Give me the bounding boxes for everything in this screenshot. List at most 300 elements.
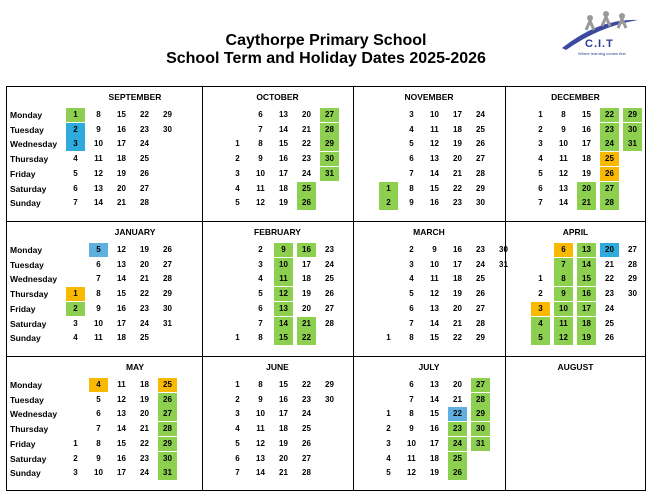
calendar-day: 20 (582, 183, 591, 193)
calendar-day: 8 (561, 274, 566, 284)
calendar-day: 21 (582, 198, 591, 208)
month-name: APRIL (562, 227, 589, 237)
calendar-day: 9 (96, 453, 101, 463)
school-name: Caythorpe Primary School (225, 32, 427, 49)
calendar-day: 22 (140, 110, 149, 119)
calendar-day: 18 (453, 124, 462, 134)
calendar-day: 5 (409, 289, 414, 299)
calendar-day: 20 (279, 453, 288, 463)
calendar-day: 11 (559, 154, 568, 164)
calendar-day: 13 (559, 183, 568, 193)
calendar-day: 7 (96, 424, 101, 434)
calendar-day: 21 (279, 468, 288, 478)
month-march (353, 221, 508, 356)
calendar-day: 10 (94, 139, 103, 149)
calendar-day: 5 (409, 139, 414, 149)
calendar-day: 19 (582, 333, 591, 343)
calendar-day: 31 (325, 168, 334, 178)
calendar-day: 12 (279, 289, 288, 299)
calendar-day: 28 (302, 468, 311, 478)
calendar-day: 28 (163, 274, 172, 284)
calendar-day: 30 (163, 303, 172, 313)
calendar-day: 13 (430, 154, 439, 164)
calendar-day: 26 (476, 139, 485, 149)
calendar-day: 11 (279, 274, 288, 284)
calendar-day: 14 (94, 198, 103, 208)
calendar-day: 29 (163, 110, 172, 119)
calendar-day: 31 (163, 318, 172, 328)
calendar-day: 11 (559, 318, 568, 328)
calendar-day: 28 (605, 198, 614, 208)
month-name: DECEMBER (551, 92, 600, 102)
calendar-day: 5 (538, 168, 543, 178)
calendar-day: 5 (258, 289, 263, 299)
calendar-day: 25 (163, 380, 172, 389)
calendar-day: 3 (538, 303, 543, 313)
calendar-day: 27 (476, 303, 485, 313)
calendar-day: 20 (140, 409, 149, 419)
calendar-day: 10 (430, 259, 439, 269)
calendar-day: 24 (476, 259, 485, 269)
calendar-day: 23 (140, 303, 149, 313)
month-may (6, 356, 202, 490)
calendar-day: 25 (302, 183, 311, 193)
day-label-sunday: Sunday (10, 198, 41, 209)
calendar-day: 3 (409, 110, 414, 119)
calendar-day: 20 (117, 183, 126, 193)
calendar-day: 19 (453, 289, 462, 299)
calendar-day: 10 (256, 168, 265, 178)
month-april (505, 221, 646, 356)
calendar-day: 30 (325, 394, 334, 404)
calendar-day: 16 (279, 154, 288, 164)
calendar-day: 3 (235, 409, 240, 419)
calendar-day: 22 (302, 380, 311, 389)
calendar-day: 13 (279, 110, 288, 119)
calendar-day: 14 (430, 394, 439, 404)
calendar-day: 22 (453, 333, 462, 343)
calendar-day: 20 (453, 380, 462, 389)
day-label-monday: Monday (10, 110, 43, 120)
calendar-day: 24 (476, 110, 485, 119)
calendar-day: 21 (453, 168, 462, 178)
calendar-day: 9 (258, 394, 263, 404)
calendar-day: 27 (605, 183, 614, 193)
calendar-day: 8 (258, 333, 263, 343)
calendar-day: 11 (256, 183, 265, 193)
calendar-day: 6 (96, 259, 101, 269)
month-december (505, 86, 646, 221)
calendar-day: 8 (96, 438, 101, 448)
calendar-day: 10 (559, 303, 568, 313)
calendar-day: 9 (561, 124, 566, 134)
calendar-day: 8 (561, 110, 566, 119)
calendar-day: 30 (628, 124, 637, 134)
calendar-day: 7 (235, 468, 240, 478)
calendar-day: 19 (453, 139, 462, 149)
calendar-day: 12 (430, 289, 439, 299)
calendar-day: 15 (430, 333, 439, 343)
calendar-day: 5 (96, 245, 101, 254)
calendar-day: 6 (409, 380, 414, 389)
calendar-day: 13 (582, 245, 591, 254)
calendar-day: 17 (117, 318, 126, 328)
calendar-day: 2 (73, 124, 78, 134)
calendar-day: 9 (281, 245, 286, 254)
calendar-day: 21 (302, 124, 311, 134)
month-july (353, 356, 505, 490)
calendar-day: 22 (605, 274, 614, 284)
calendar-day: 5 (235, 198, 240, 208)
calendar-day: 6 (235, 453, 240, 463)
calendar-day: 13 (117, 409, 126, 419)
calendar-day: 18 (140, 380, 149, 389)
calendar-day: 16 (279, 394, 288, 404)
calendar-day: 4 (96, 380, 101, 389)
calendar-day: 9 (409, 198, 414, 208)
calendar-day: 1 (538, 274, 543, 284)
calendar-day: 19 (279, 198, 288, 208)
calendar-day: 27 (325, 303, 334, 313)
calendar-day: 10 (430, 110, 439, 119)
calendar-day: 25 (325, 274, 334, 284)
month-name: NOVEMBER (404, 92, 454, 102)
calendar-day: 1 (73, 438, 78, 448)
logo-text: C.I.T (585, 38, 614, 50)
day-label-tuesday: Tuesday (10, 259, 44, 270)
calendar-day: 1 (73, 110, 78, 119)
calendar-day: 10 (94, 468, 103, 478)
calendar-day: 28 (325, 318, 334, 328)
month-february (202, 221, 353, 356)
calendar-day: 7 (409, 318, 414, 328)
calendar-day: 18 (453, 274, 462, 284)
calendar-day: 8 (409, 333, 414, 343)
calendar-day: 15 (582, 274, 591, 284)
calendar-day: 4 (258, 274, 263, 284)
calendar-day: 29 (476, 409, 485, 419)
calendar-day: 22 (605, 110, 614, 119)
calendar-day: 8 (409, 409, 414, 419)
calendar-day: 26 (302, 198, 311, 208)
calendar-day: 16 (582, 289, 591, 299)
calendar-day: 26 (163, 245, 172, 254)
calendar-day: 24 (302, 409, 311, 419)
calendar-day: 2 (386, 424, 391, 434)
calendar-day: 26 (325, 289, 334, 299)
calendar-day: 28 (628, 259, 637, 269)
day-label-saturday: Saturday (10, 183, 47, 194)
calendar-day: 28 (476, 394, 485, 404)
calendar-day: 8 (409, 183, 414, 193)
calendar-day: 5 (235, 438, 240, 448)
month-september (6, 86, 202, 221)
calendar-day: 15 (430, 409, 439, 419)
calendar-day: 23 (302, 394, 311, 404)
calendar-day: 12 (559, 333, 568, 343)
calendar-day: 11 (407, 453, 416, 463)
day-label-tuesday: Tuesday (10, 394, 44, 405)
calendar-day: 16 (430, 424, 439, 434)
month-name: FEBRUARY (254, 227, 301, 237)
day-label-monday: Monday (10, 245, 43, 255)
calendar-day: 30 (476, 198, 485, 208)
calendar-day: 11 (94, 154, 103, 164)
calendar-day: 26 (605, 333, 614, 343)
calendar-day: 19 (302, 289, 311, 299)
calendar-day: 22 (302, 333, 311, 343)
day-label-wednesday: Wednesday (10, 409, 58, 420)
calendar-day: 26 (140, 168, 149, 178)
day-label-sunday: Sunday (10, 468, 41, 479)
calendar-day: 29 (628, 110, 637, 119)
calendar-day: 10 (256, 409, 265, 419)
calendar-day: 12 (430, 139, 439, 149)
calendar-day: 9 (96, 303, 101, 313)
calendar-day: 30 (499, 245, 508, 254)
calendar-day: 17 (582, 303, 591, 313)
calendar-day: 26 (605, 168, 614, 178)
calendar-day: 21 (302, 318, 311, 328)
calendar-day: 22 (140, 289, 149, 299)
calendar-day: 12 (256, 438, 265, 448)
calendar-day: 14 (559, 198, 568, 208)
calendar-day: 21 (453, 394, 462, 404)
calendar-day: 21 (140, 424, 149, 434)
calendar-day: 18 (302, 274, 311, 284)
calendar-day: 15 (117, 438, 126, 448)
calendar-day: 22 (453, 409, 462, 419)
calendar-day: 27 (628, 245, 637, 254)
month-name: MAY (125, 362, 145, 372)
calendar-day: 4 (73, 333, 78, 343)
calendar-day: 25 (476, 124, 485, 134)
calendar-day: 9 (561, 289, 566, 299)
calendar-day: 2 (409, 245, 414, 254)
calendar-day: 15 (117, 289, 126, 299)
calendar-day: 12 (117, 245, 126, 254)
calendar-day: 15 (279, 333, 288, 343)
calendar-day: 17 (117, 468, 126, 478)
calendar-day: 18 (279, 424, 288, 434)
calendar-day: 3 (258, 259, 263, 269)
calendar-day: 1 (73, 289, 78, 299)
calendar-day: 20 (140, 259, 149, 269)
calendar-day: 6 (561, 245, 566, 254)
calendar-day: 27 (140, 183, 149, 193)
calendar-day: 6 (538, 183, 543, 193)
calendar-day: 17 (279, 168, 288, 178)
calendar-day: 1 (386, 333, 391, 343)
calendar-day: 16 (302, 245, 311, 254)
calendar-day: 28 (163, 424, 172, 434)
calendar-day: 14 (256, 468, 265, 478)
calendar-day: 23 (140, 124, 149, 134)
day-label-friday: Friday (10, 303, 36, 314)
calendar-day: 16 (117, 453, 126, 463)
calendar-day: 28 (325, 124, 334, 134)
calendar-day: 31 (163, 468, 172, 478)
calendar-day: 30 (325, 154, 334, 164)
calendar-day: 15 (279, 380, 288, 389)
calendar-day: 25 (476, 274, 485, 284)
calendar-day: 8 (258, 380, 263, 389)
calendar-day: 29 (325, 380, 334, 389)
calendar-day: 7 (538, 198, 543, 208)
calendar-day: 15 (430, 183, 439, 193)
calendar-day: 23 (140, 453, 149, 463)
calendar-day: 25 (453, 453, 462, 463)
calendar-day: 10 (94, 318, 103, 328)
calendar-day: 19 (582, 168, 591, 178)
calendar-day: 4 (409, 124, 414, 134)
calendar-day: 9 (432, 245, 437, 254)
calendar-day: 7 (561, 259, 566, 269)
calendar-day: 17 (453, 259, 462, 269)
day-label-sunday: Sunday (10, 333, 41, 344)
calendar-day: 4 (386, 453, 391, 463)
calendar-day: 4 (538, 154, 543, 164)
calendar-day: 26 (302, 438, 311, 448)
calendar-day: 30 (476, 424, 485, 434)
month-name: MARCH (413, 227, 445, 237)
calendar-day: 4 (235, 424, 240, 434)
calendar-day: 1 (235, 333, 240, 343)
day-label-monday: Monday (10, 380, 43, 390)
calendar-day: 22 (453, 183, 462, 193)
calendar-day: 27 (476, 380, 485, 389)
calendar-day: 18 (582, 154, 591, 164)
calendar-day: 10 (407, 438, 416, 448)
calendar-day: 6 (258, 303, 263, 313)
calendar-day: 27 (325, 110, 334, 119)
calendar-day: 14 (582, 259, 591, 269)
month-name: OCTOBER (256, 92, 299, 102)
calendar-day: 15 (279, 139, 288, 149)
calendar-day: 13 (430, 303, 439, 313)
calendar-day: 13 (430, 380, 439, 389)
day-label-saturday: Saturday (10, 318, 47, 329)
calendar-day: 6 (409, 154, 414, 164)
calendar-day: 22 (140, 438, 149, 448)
day-label-thursday: Thursday (10, 289, 49, 300)
calendar-day: 4 (538, 318, 543, 328)
calendar-day: 24 (605, 139, 614, 149)
day-label-thursday: Thursday (10, 424, 49, 435)
calendar-day: 16 (117, 303, 126, 313)
calendar-day: 26 (163, 394, 172, 404)
calendar-day: 21 (117, 198, 126, 208)
day-label-wednesday: Wednesday (10, 139, 58, 150)
calendar-day: 29 (325, 139, 334, 149)
calendar-day: 2 (235, 394, 240, 404)
month-october (202, 86, 353, 221)
calendar-day: 13 (94, 183, 103, 193)
calendar-day: 8 (258, 139, 263, 149)
calendar-day: 21 (605, 259, 614, 269)
calendar-day: 16 (582, 124, 591, 134)
calendar-day: 6 (409, 303, 414, 313)
calendar-day: 29 (628, 274, 637, 284)
calendar-day: 12 (117, 394, 126, 404)
calendar-day: 30 (163, 453, 172, 463)
month-august (505, 356, 646, 490)
calendar-day: 13 (117, 259, 126, 269)
calendar-day: 25 (140, 154, 149, 164)
calendar-day: 29 (163, 289, 172, 299)
calendar-day: 7 (258, 124, 263, 134)
calendar-day: 20 (302, 110, 311, 119)
calendar-day: 8 (96, 110, 101, 119)
day-label-friday: Friday (10, 438, 36, 449)
calendar-day: 23 (302, 154, 311, 164)
calendar-day: 3 (73, 139, 78, 149)
calendar-day: 3 (409, 259, 414, 269)
calendar-day: 17 (302, 259, 311, 269)
calendar-day: 20 (605, 245, 614, 254)
page-title: School Term and Holiday Dates 2025-2026 (166, 50, 486, 67)
month-january (6, 221, 202, 356)
day-label-saturday: Saturday (10, 453, 47, 464)
calendar-day: 29 (476, 183, 485, 193)
calendar-day: 5 (96, 394, 101, 404)
calendar-day: 17 (117, 139, 126, 149)
month-june (202, 356, 353, 490)
calendar-day: 4 (409, 274, 414, 284)
calendar-day: 19 (430, 468, 439, 478)
calendar-day: 30 (163, 124, 172, 134)
calendar-day: 14 (430, 318, 439, 328)
calendar-day: 11 (117, 380, 126, 389)
calendar-day: 28 (140, 198, 149, 208)
calendar-day: 23 (325, 245, 334, 254)
calendar-day: 27 (163, 409, 172, 419)
calendar-day: 16 (453, 245, 462, 254)
calendar-day: 5 (73, 168, 78, 178)
calendar-day: 12 (559, 168, 568, 178)
grid-line (6, 490, 646, 491)
calendar-day: 20 (453, 154, 462, 164)
calendar-day: 23 (453, 198, 462, 208)
calendar-day: 23 (453, 424, 462, 434)
calendar-day: 20 (453, 303, 462, 313)
day-label-wednesday: Wednesday (10, 274, 58, 285)
calendar-day: 13 (279, 303, 288, 313)
calendar-day: 6 (258, 110, 263, 119)
calendar-day: 19 (279, 438, 288, 448)
calendar-day: 14 (279, 124, 288, 134)
calendar-day: 10 (559, 139, 568, 149)
calendar-day: 20 (302, 303, 311, 313)
calendar-day: 12 (407, 468, 416, 478)
calendar-day: 3 (73, 468, 78, 478)
day-label-thursday: Thursday (10, 154, 49, 165)
calendar-day: 2 (538, 289, 543, 299)
calendar-day: 26 (453, 468, 462, 478)
calendar-day: 23 (605, 289, 614, 299)
calendar-day: 26 (476, 289, 485, 299)
calendar-day: 15 (117, 110, 126, 119)
calendar-day: 4 (235, 183, 240, 193)
calendar-day: 23 (476, 245, 485, 254)
calendar-day: 24 (325, 259, 334, 269)
calendar-day: 1 (235, 380, 240, 389)
day-label-friday: Friday (10, 168, 36, 179)
calendar-day: 18 (430, 453, 439, 463)
calendar-day: 14 (430, 168, 439, 178)
calendar-day: 27 (302, 453, 311, 463)
day-label-tuesday: Tuesday (10, 124, 44, 135)
